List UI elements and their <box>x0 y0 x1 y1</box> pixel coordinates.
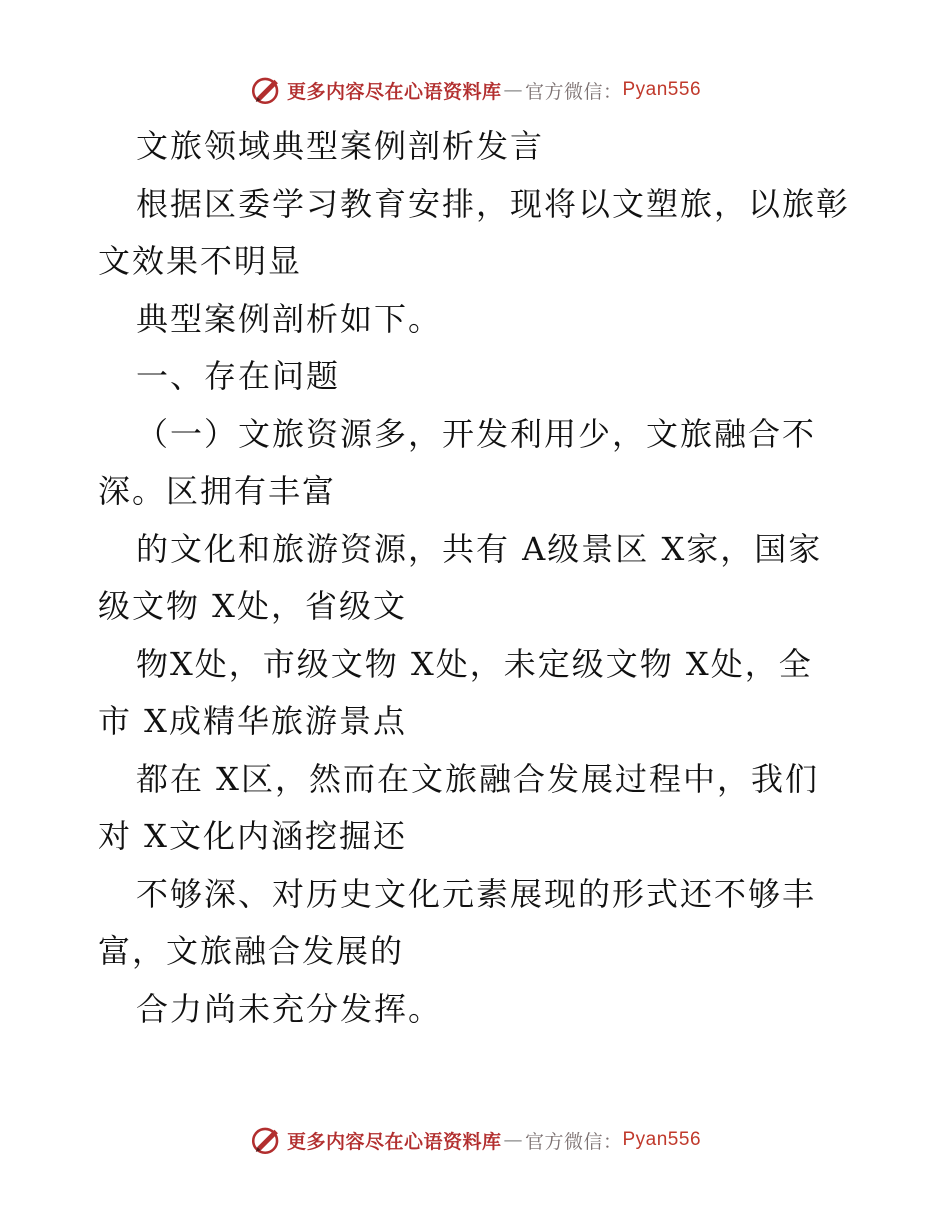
document-body <box>98 118 858 1038</box>
banner-wechat-id: Pyan556 <box>622 79 702 100</box>
paragraph-line: 对 X文化内涵挖掘还 <box>98 817 407 855</box>
document-title: 文旅领域典型案例剖析发言 <box>136 127 545 165</box>
banner-brand-text: 更多内容尽在心语资料库 <box>286 1130 502 1153</box>
paragraph-line: 都在 X区，然而在文旅融合发展过程中，我们 <box>136 759 819 798</box>
paragraph-line: 根据区委学习教育安排，现将以文塑旅，以旅彰 <box>136 184 851 223</box>
paragraph-line: 合力尚未充分发挥。 <box>136 989 443 1028</box>
header-banner <box>0 70 950 110</box>
banner-brand-text: 更多内容尽在心语资料库 <box>286 80 502 103</box>
paragraph-line: 的文化和旅游资源，共有 A级景区 X家，国家 <box>136 529 823 568</box>
subsection-heading: （一）文旅资源多，开发利用少，文旅融合不 <box>136 414 817 453</box>
paragraph-line: 不够深、对历史文化元素展现的形式还不够丰 <box>136 874 817 913</box>
paragraph-line: 深。区拥有丰富 <box>98 472 337 510</box>
banner-dash: — <box>503 79 523 101</box>
section-heading: 一、存在问题 <box>136 357 341 395</box>
banner-wechat-label: 官方微信： <box>524 80 623 103</box>
paragraph-line: 典型案例剖析如下。 <box>136 299 443 338</box>
paragraph-line: 级文物 X处，省级文 <box>98 587 407 625</box>
pen-logo-icon <box>249 1123 283 1157</box>
paragraph-line: 物X处，市级文物 X处，未定级文物 X处，全 <box>136 644 813 683</box>
paragraph-line: 文效果不明显 <box>98 242 303 280</box>
banner-dash: — <box>503 1129 523 1151</box>
paragraph-line: 市 X成精华旅游景点 <box>98 702 407 740</box>
banner-wechat-id: Pyan556 <box>622 1129 702 1150</box>
paragraph-line: 富，文旅融合发展的 <box>98 932 405 970</box>
footer-banner <box>0 1120 950 1160</box>
banner-wechat-label: 官方微信： <box>524 1130 623 1153</box>
pen-logo-icon <box>249 73 283 107</box>
